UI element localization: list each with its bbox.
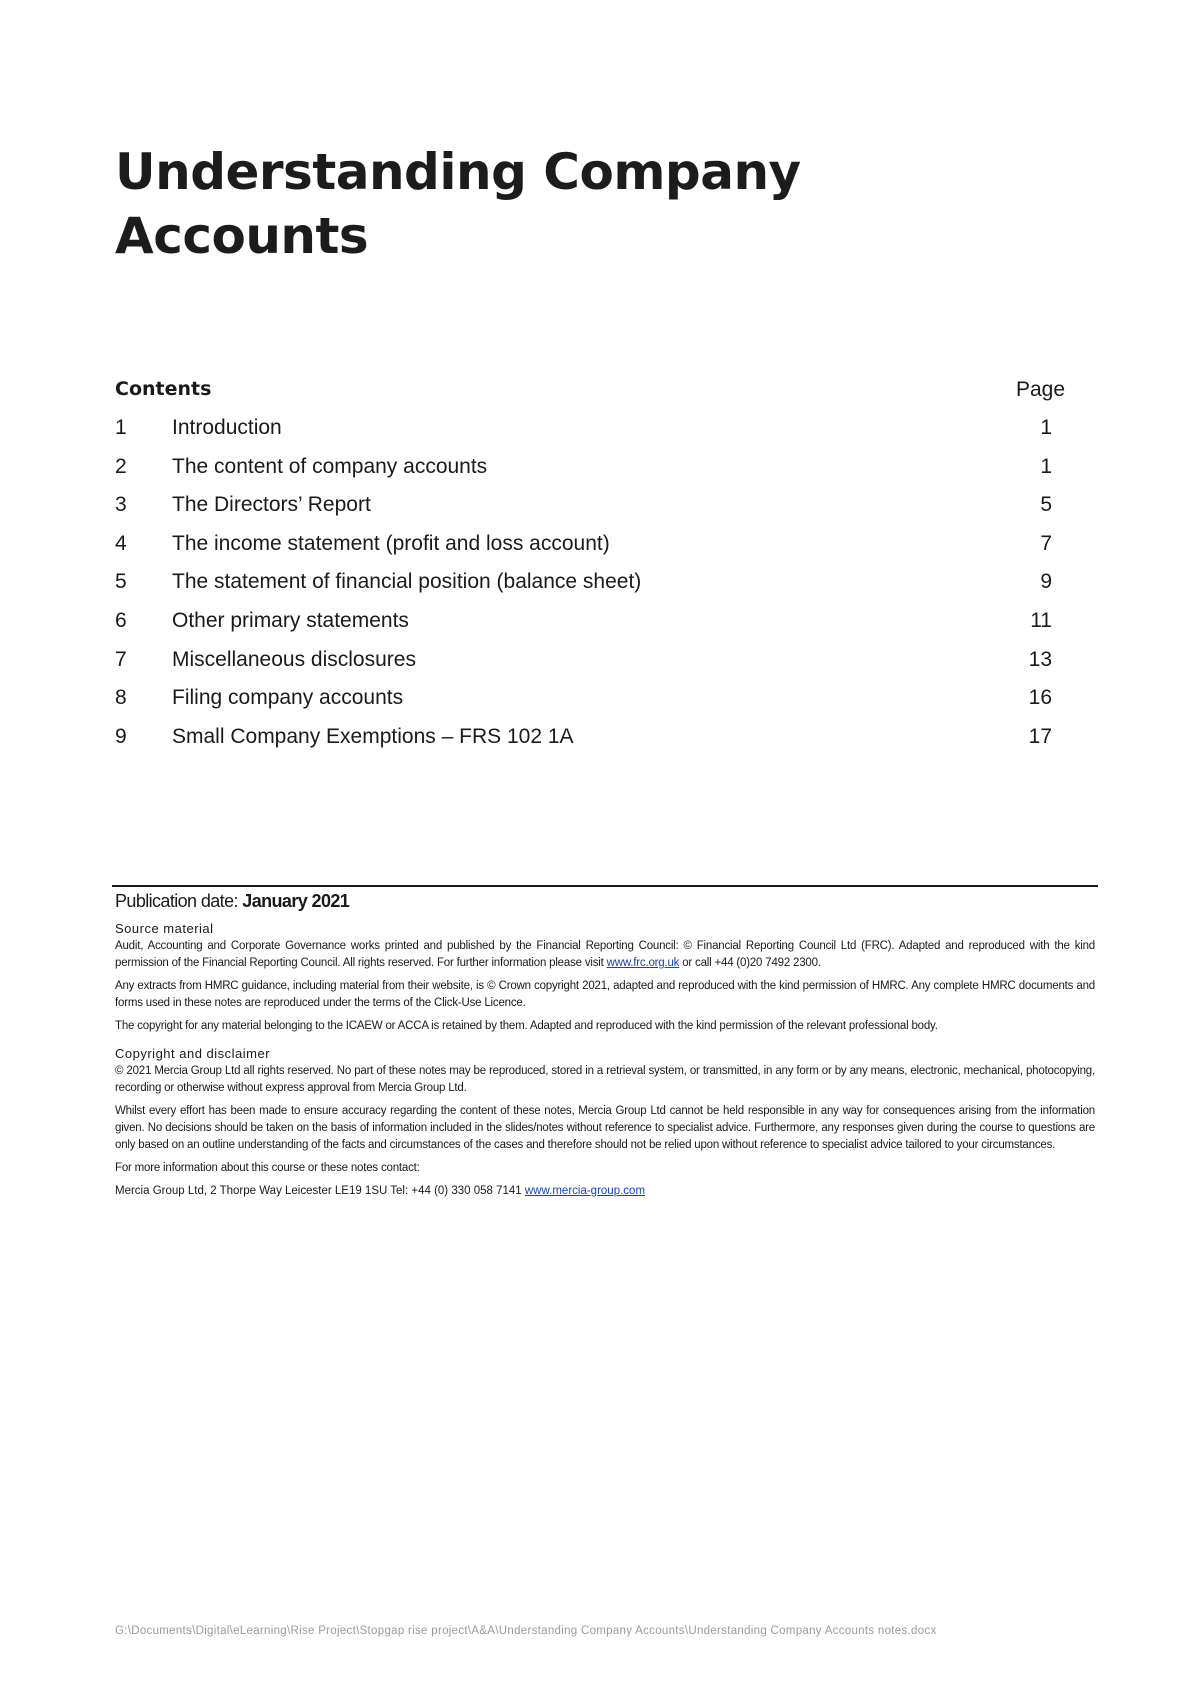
publication-date-label: Publication date: bbox=[115, 891, 243, 911]
title-line-2: Accounts bbox=[115, 207, 369, 265]
source-material-text-1: Audit, Accounting and Corporate Governance works printed and published by the Financial Reporting Council: © Financial Reporting Council Ltd (FRC). Adapted and reproduced with the kind permission of the Financial Reporting Council. All rights reserved. For further information please visit bbox=[115, 940, 1095, 969]
toc-row-title: Other primary statements bbox=[172, 608, 409, 632]
mercia-website-link[interactable]: www.mercia-group.com bbox=[524, 1185, 646, 1197]
toc-row[interactable] bbox=[115, 455, 1065, 494]
source-material-heading: Source material bbox=[115, 921, 214, 936]
toc-row-page: 1 bbox=[1040, 416, 1052, 439]
frc-website-link[interactable]: www.frc.org.uk bbox=[606, 957, 680, 969]
toc-row-title: Small Company Exemptions – FRS 102 1A bbox=[172, 724, 574, 748]
toc-row-number: 5 bbox=[115, 570, 127, 594]
toc-row-number: 8 bbox=[115, 686, 127, 710]
copyright-heading: Copyright and disclaimer bbox=[115, 1046, 271, 1061]
toc-row[interactable] bbox=[115, 416, 1065, 455]
toc-row-title: The income statement (profit and loss account) bbox=[172, 531, 610, 555]
source-material-paragraph-1 bbox=[115, 938, 1095, 972]
toc-row-page: 13 bbox=[1028, 647, 1052, 671]
toc-row-title: Miscellaneous disclosures bbox=[172, 647, 416, 671]
toc-row-page: 5 bbox=[1040, 493, 1052, 517]
toc-row-title: Introduction bbox=[172, 416, 282, 439]
toc-row-number: 7 bbox=[115, 647, 127, 671]
source-material-text-1-tail: or call +44 (0)20 7492 2300. bbox=[679, 957, 821, 969]
toc-row[interactable] bbox=[115, 609, 1065, 648]
toc-row[interactable] bbox=[115, 532, 1065, 571]
title-line-1: Understanding Company bbox=[115, 143, 801, 201]
toc-row-title: Filing company accounts bbox=[172, 686, 404, 710]
toc-row-title: The statement of financial position (balance sheet) bbox=[172, 570, 642, 594]
toc-rows bbox=[115, 416, 1065, 763]
contact-intro: For more information about this course or these notes contact: bbox=[115, 1162, 420, 1174]
toc-row-title: The Directors’ Report bbox=[172, 493, 371, 517]
copyright-paragraph-1: © 2021 Mercia Group Ltd all rights reserved. No part of these notes may be reproduced, stored in a retrieval system, or transmitted, in any form or by any means, electronic, mechanical, photocopying, recording or otherwise without express approval from Mercia Group Ltd. bbox=[115, 1065, 1095, 1094]
source-material-paragraph-2: Any extracts from HMRC guidance, including material from their website, is © Crown copyright 2021, adapted and reproduced with the kind permission of HMRC. Any complete HMRC documents and forms used in these notes are reproduced under the terms of the Click-Use Licence. bbox=[115, 980, 1095, 1009]
toc-row-number: 9 bbox=[115, 724, 127, 748]
toc-row-number: 2 bbox=[115, 454, 127, 478]
toc-row-title: The content of company accounts bbox=[172, 454, 488, 478]
toc-row-number: 6 bbox=[115, 608, 127, 632]
publication-date bbox=[115, 893, 1095, 910]
toc-row-number: 1 bbox=[115, 416, 127, 439]
toc-row-page: 16 bbox=[1028, 686, 1052, 710]
publication-info bbox=[115, 893, 1095, 1200]
toc-row-page: 7 bbox=[1040, 531, 1052, 555]
section-divider bbox=[112, 885, 1098, 887]
toc-header bbox=[115, 378, 1065, 416]
source-material-paragraph-3: The copyright for any material belonging to the ICAEW or ACCA is retained by them. Adapted and reproduced with the kind permission of the relevant professional body. bbox=[115, 1020, 938, 1032]
toc-row-page: 11 bbox=[1030, 608, 1052, 632]
footer-file-path: G:\Documents\Digital\eLearning\Rise Project\Stopgap rise project\A&A\Understanding Company Accounts\Understanding Company Accounts notes.docx bbox=[115, 1625, 937, 1637]
toc-row[interactable] bbox=[115, 570, 1065, 609]
toc-row-page: 9 bbox=[1040, 570, 1052, 594]
disclaimer-paragraph: Whilst every effort has been made to ensure accuracy regarding the content of these notes, Mercia Group Ltd cannot be held responsible in any way for consequences arising from the information given. No decisions should be taken on the basis of information included in the slides/notes without reference to specialist advice. Furthermore, any responses given during the course to questions are only based on an outline understanding of the facts and circumstances of the cases and therefore should not be relied upon without reference to specialist advice tailored to your circumstances. bbox=[115, 1105, 1095, 1151]
toc-row-page: 1 bbox=[1040, 454, 1052, 478]
table-of-contents bbox=[115, 378, 1065, 763]
toc-row-number: 4 bbox=[115, 531, 127, 555]
contact-address: Mercia Group Ltd, 2 Thorpe Way Leicester LE19 1SU Tel: +44 (0) 330 058 7141 bbox=[115, 1185, 525, 1197]
document-title bbox=[115, 140, 1015, 268]
publication-date-value: January 2021 bbox=[242, 891, 350, 911]
toc-row[interactable] bbox=[115, 725, 1065, 764]
toc-row[interactable] bbox=[115, 686, 1065, 725]
toc-row-page: 17 bbox=[1028, 724, 1052, 748]
toc-row[interactable] bbox=[115, 493, 1065, 532]
contents-heading: Contents bbox=[115, 378, 212, 400]
toc-row[interactable] bbox=[115, 648, 1065, 687]
contact-details bbox=[115, 1183, 1095, 1200]
page-column-heading: Page bbox=[1015, 378, 1065, 401]
toc-row-number: 3 bbox=[115, 493, 127, 517]
